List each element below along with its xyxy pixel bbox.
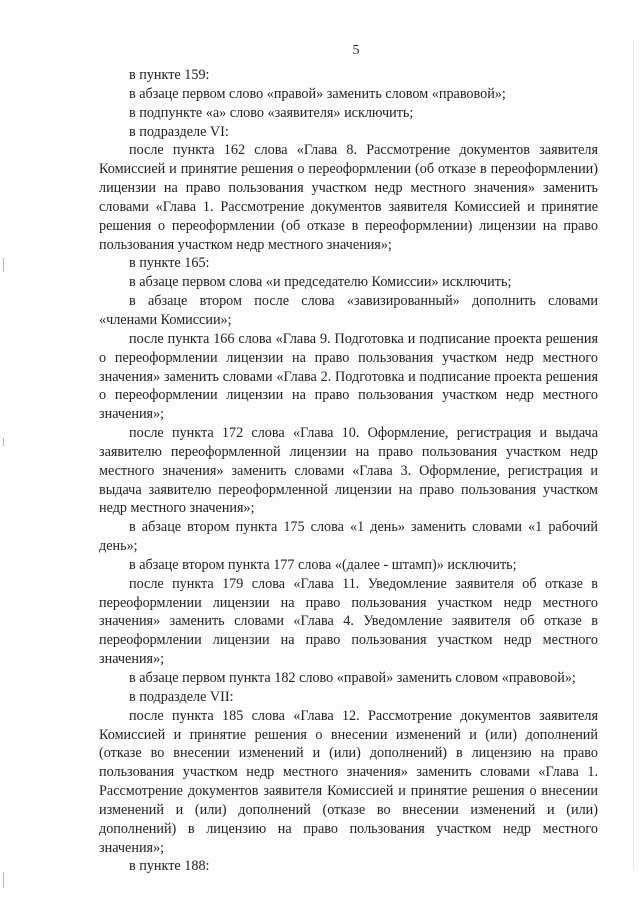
paragraph: в пункте 188:: [129, 858, 210, 875]
paragraph: в абзаце втором после слова «завизированный» дополнить словами «членами Комиссии»;: [99, 293, 598, 328]
scan-edge-mark: [3, 438, 4, 446]
paragraph: в подразделе VI:: [129, 123, 229, 140]
paragraph: в пункте 165:: [129, 255, 210, 272]
paragraph: после пункта 179 слова «Глава 11. Уведомление заявителя об отказе в переоформлении лицензии на право пользования участком недр местного значения» заменить словами «Глава 4. Уведомление заявителя об отказе в переоформлении лицензии на право пользования участком недр местного значения»;: [99, 575, 598, 668]
paragraph: в подпункте «а» слово «заявителя» исключить;: [129, 104, 414, 121]
paragraph: в абзаце первом слово «правой» заменить словом «правовой»;: [129, 85, 506, 102]
paragraph: в абзаце втором пункта 177 слова «(далее - штамп)» исключить;: [129, 556, 517, 573]
scan-edge-mark: [3, 258, 4, 272]
paragraph: в абзаце первом пункта 182 слово «правой» заменить словом «правовой»;: [129, 670, 576, 686]
document-body: [99, 66, 598, 876]
paragraph: после пункта 185 слова «Глава 12. Рассмотрение документов заявителя Комиссией и принятие решения о внесении изменений и (или) дополнений (отказе во внесении изменений и (или) дополнений) в лицензию на право пользования участком недр местного значения» заменить словами «Глава 1. Рассмотрение документов заявителя Комиссией и принятие решения о внесении изменений и (или) дополнений (отказе во внесении изменений и (или) дополнений) в лицензию на право пользования участком недр местного значения»;: [99, 707, 598, 856]
scan-edge-mark: [3, 872, 4, 888]
paragraph: после пункта 172 слова «Глава 10. Оформление, регистрация и выдача заявителю переоформленной лицензии на право пользования участком недр местного значения» заменить словами «Глава 3. Оформление, регистрация и выдача заявителю переоформленной лицензии на право пользования участком недр местного значения»;: [99, 425, 598, 517]
scan-edge-mark: [633, 40, 634, 870]
paragraph: после пункта 162 слова «Глава 8. Рассмотрение документов заявителя Комиссией и принятие решения о переоформлении (об отказе в переоформлении) лицензии на право пользования участком недр местного значения» заменить словами «Глава 1. Рассмотрение документов заявителя Комиссией и принятие решения о переоформлении (об отказе в переоформлении) лицензии на право пользования участком недр местного значения»;: [99, 142, 598, 253]
page-number: 5: [352, 43, 360, 58]
paragraph: после пункта 166 слова «Глава 9. Подготовка и подписание проекта решения о переоформлении лицензии на право пользования участком недр местного значения» заменить словами «Глава 2. Подготовка и подписание проекта решения о переоформлении лицензии на право пользования участком недр местного значения»;: [99, 330, 598, 423]
paragraph: в абзаце первом слова «и председателю Комиссии» исключить;: [129, 274, 512, 291]
paragraph: в пункте 159:: [129, 67, 210, 83]
paragraph: в подразделе VII:: [129, 688, 234, 705]
paragraph: в абзаце втором пункта 175 слова «1 день» заменить словами «1 рабочий день»;: [99, 519, 598, 555]
